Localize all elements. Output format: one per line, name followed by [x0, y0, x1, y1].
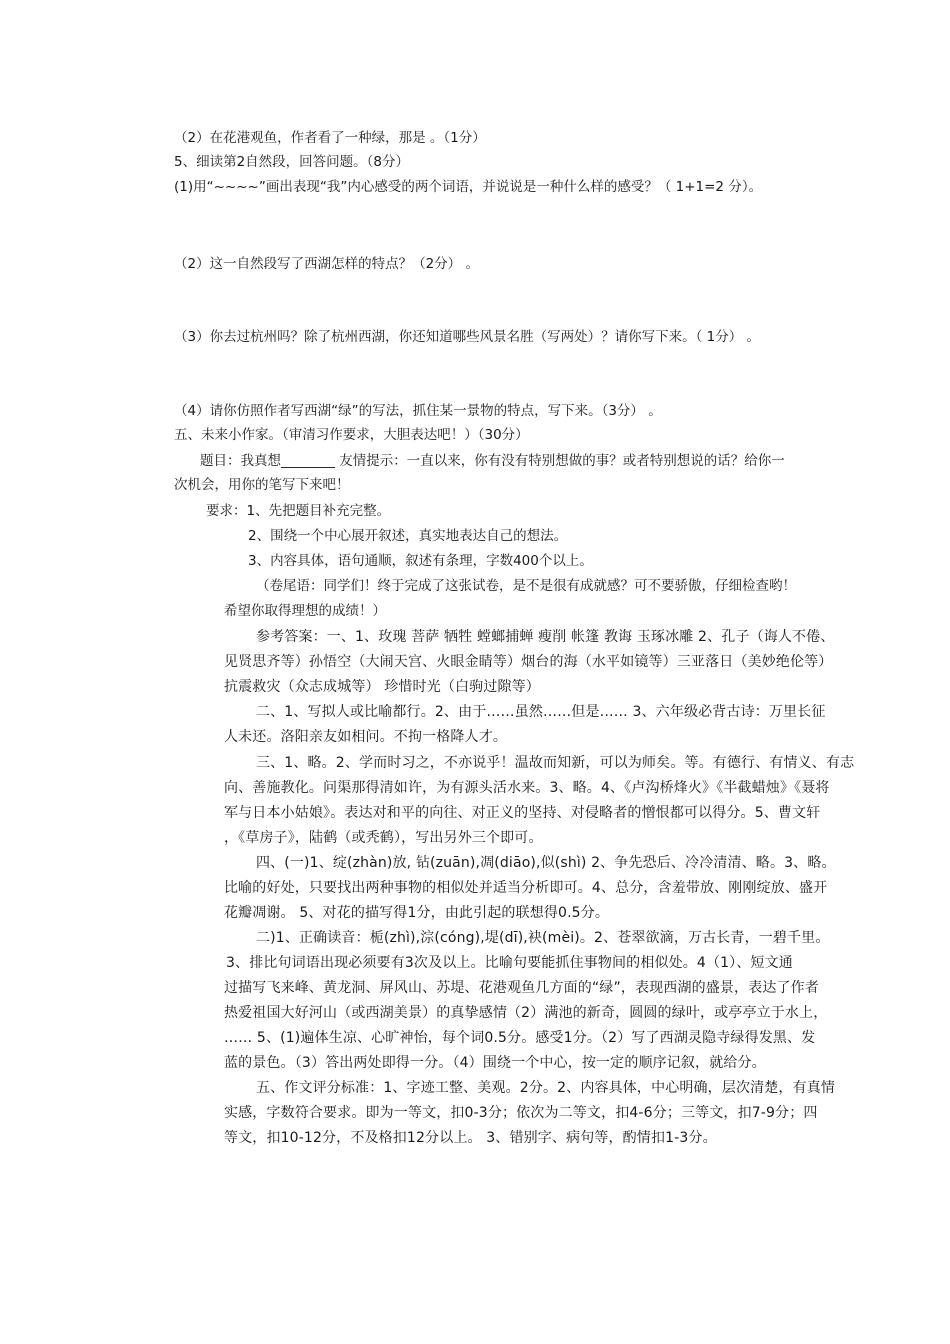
question-5-title: 5、细读第2自然段，回答问题。（8分） — [174, 154, 410, 170]
writing-requirement-3: 3、内容具体，语句通顺，叙述有条理，字数400个以上。 — [248, 553, 593, 569]
question-5-4: （4）请你仿照作者写西湖“绿”的写法，抓住某一景物的特点，写下来。（3分） 。 — [174, 403, 662, 419]
writing-prompt-line-1: 题目：我真想________ 友情提示：一直以来，你有没有特别想做的事？或者特别想说的话？给你一 — [200, 453, 785, 469]
answer-6-line-1: 五、作文评分标准：1、字迹工整、美观。2分。2、内容具体，中心明确，层次清楚，有真情 — [256, 1080, 836, 1096]
answer-4-line-2: 比喻的好处，只要找出两种事物的相似处并适当分析即可。4、总分，含羞带放、刚刚绽放、盛开 — [224, 880, 828, 896]
answer-3-line-4: ，《草房子》，陆鹤（或秃鹤），写出另外三个即可。 — [224, 830, 543, 846]
answer-3-line-3: 军与日本小姑娘》。表达对和平的向往、对正义的坚持、对侵略者的憎恨都可以得分。5、曹文轩 — [224, 805, 821, 821]
question-5-1: (1)用“~~~~”画出表现“我”内心感受的两个词语，并说说是一种什么样的感受？（ 1+1=2 分）。 — [174, 179, 763, 195]
writing-requirement-2: 2、围绕一个中心展开叙述，真实地表达自己的想法。 — [248, 528, 568, 544]
answer-1-line-2: 见贤思齐等）孙悟空（大闹天宫、火眼金睛等）烟台的海（水平如镜等）三亚落日（美妙绝伦等） — [224, 654, 833, 670]
closing-note-line-1: （卷尾语：同学们！终于完成了这张试卷，是不是很有成就感？可不要骄傲，仔细检查哟！ — [256, 578, 796, 594]
answer-1-line-3: 抗震救灾（众志成城等） 珍惜时光（白驹过隙等） — [224, 679, 540, 695]
answer-2-line-1: 二、1、写拟人或比喻都行。2、由于……虽然……但是…… 3、六年级必背古诗：万里长征 — [256, 704, 826, 720]
answer-3-line-1: 三、1、略。2、学而时习之，不亦说乎！温故而知新，可以为师矣。等。有德行、有情义、有志 — [256, 755, 855, 771]
answer-5-line-1: 二)1、正确读音：栀(zhì),淙(cóng),堤(dī),袂(mèi)。2、苍翠欲滴，万古长青，一碧千里。 — [256, 930, 830, 946]
answer-5-line-2: 3、排比句词语出现必须要有3次及以上。比喻句要能抓住事物间的相似处。4（1）、短文通 — [226, 955, 793, 971]
answer-1-line-1: 参考答案：一、1、玫瑰 菩萨 牺牲 螳螂捕蝉 瘦削 帐篷 教诲 玉琢冰雕 2、孔子（诲人不倦、 — [256, 629, 835, 645]
writing-section-title: 五、未来小作家。（审清习作要求，大胆表达吧！）（30分） — [174, 427, 529, 443]
answer-4-line-3: 花瓣凋谢。 5、对花的描写得1分，由此引起的联想得0.5分。 — [224, 905, 610, 921]
question-5-2: （2）这一自然段写了西湖怎样的特点？（2分） 。 — [174, 256, 479, 272]
answer-6-line-2: 实感，字数符合要求。即为一等文，扣0-3分；依次为二等文，扣4-6分；三等文，扣7-9分；四 — [224, 1105, 818, 1121]
writing-prompt-line-2: 次机会，用你的笔写下来吧！ — [174, 477, 350, 493]
answer-5-line-4: 热爱祖国大好河山（或西湖美景）的真挚感情（2）满池的新奇，圆圆的绿叶，或亭亭立于水上， — [224, 1005, 828, 1021]
closing-note-line-2: 希望你取得理想的成绩！） — [224, 603, 386, 619]
writing-requirement-1: 要求：1、先把题目补充完整。 — [206, 503, 391, 519]
answer-4-line-1: 四、(一)1、绽(zhàn)放, 钻(zuān),凋(diāo),似(shì) 2、争先恐后、冷冷清清、略。3、略。 — [256, 855, 836, 871]
answer-5-line-3: 过描写飞来峰、黄龙洞、屏风山、苏堤、花港观鱼几方面的“绿”，表现西湖的盛景，表达了作者 — [224, 980, 819, 996]
question-4-2: （2）在花港观鱼，作者看了一种绿，那是 。（1分） — [174, 130, 486, 146]
answer-6-line-3: 等文，扣10-12分，不及格扣12分以上。 3、错别字、病句等，酌情扣1-3分。 — [224, 1130, 717, 1146]
answer-5-line-6: 蓝的景色。（3）答出两处即得一分。（4）围绕一个中心，按一定的顺序记叙，就给分。 — [224, 1055, 766, 1071]
answer-2-line-2: 人未还。洛阳亲友如相问。不拘一格降人才。 — [224, 729, 507, 745]
answer-5-line-5: …… 5、(1)遍体生凉、心旷神怡，每个词0.5分。感受1分。（2）写了西湖灵隐寺绿得发黑、发 — [224, 1030, 816, 1046]
question-5-3: （3）你去过杭州吗？除了杭州西湖，你还知道哪些风景名胜（写两处）？请你写下来。（ 1分） 。 — [174, 329, 761, 345]
answer-3-line-2: 向、善施教化。问渠那得清如许，为有源头活水来。3、略。4、《卢沟桥烽火》《半截蜡烛》《聂将 — [224, 780, 830, 796]
